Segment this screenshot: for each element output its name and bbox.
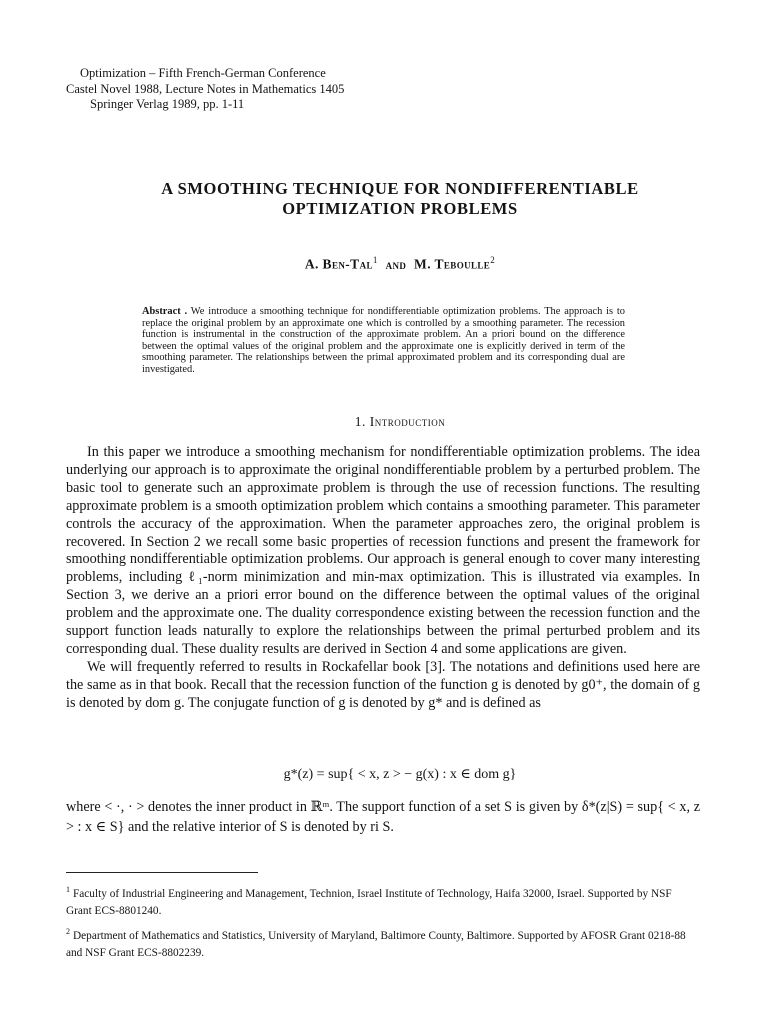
- conjugate-formula: g*(z) = sup{ < x, z > − g(x) : x ∈ dom g}: [283, 767, 517, 782]
- section-heading: 1. Introduction: [354, 414, 446, 429]
- footnote-1: [66, 881, 700, 920]
- publication-info: [66, 66, 344, 113]
- footnote-1-mark: 1: [66, 885, 70, 894]
- publication-line-3: Springer Verlag 1989, pp. 1-11: [90, 97, 245, 111]
- author-1-footnote-mark: 1: [372, 255, 378, 265]
- abstract: [142, 306, 625, 376]
- author-line: [80, 255, 720, 273]
- footnote-2-text: Department of Mathematics and Statistics, University of Maryland, Baltimore County, Baltimore. Supported by AFOSR Grant 0218-88 and NSF Grant ECS-8802239.: [66, 929, 686, 960]
- introduction-body: [66, 444, 700, 713]
- footnotes: [66, 881, 700, 965]
- publication-line-2: Castel Novel 1988, Lecture Notes in Mathematics 1405: [66, 81, 345, 96]
- paper-title: [80, 179, 720, 219]
- paragraph-1: In this paper we introduce a smoothing mechanism for nondifferentiable optimization problems. The idea underlying our approach is to approximate the original nondifferentiable problem by a perturbed problem. The basic tool to generate such an approximate problem is through the use of recession functions. The resulting approximate problem is a smooth optimization problem which contains a smoothing parameter. This parameter controls the accuracy of the approximation. When the parameter approaches zero, the original problem is recovered. In Section 2 we recall some basic properties of recession functions and present the framework for smoothing nondifferentiable optimization problems. Our approach is general enough to cover many interesting problems, including ℓ₁-norm minimization and min-max optimization. This is illustrated via examples. In Section 3, we derive an a priori error bound on the difference between the optimal values of the original problem and the approximate one. The duality correspondence existing between the recession function and the support function leads naturally to explore the relationships between the primal perturbed problem and its corresponding dual. These duality results are derived in Section 4 and some applications are given.: [66, 444, 700, 657]
- paragraph-2: We will frequently referred to results in Rockafellar book [3]. The notations and definitions used here are the same as in that book. Recall that the recession function of the function g is denoted by g0⁺, the domain of g is denoted by dom g. The conjugate function of g is denoted by g* and is defined as: [66, 658, 700, 711]
- abstract-label: Abstract .: [142, 306, 188, 317]
- title-line-2: OPTIMIZATION PROBLEMS: [282, 199, 518, 218]
- author-2-footnote-mark: 2: [490, 255, 496, 265]
- footnote-1-text: Faculty of Industrial Engineering and Management, Technion, Israel Institute of Technology, Haifa 32000, Israel. Supported by NSF Grant ECS-8801240.: [66, 887, 672, 917]
- abstract-text: We introduce a smoothing technique for nondifferentiable optimization problems. The approach is to replace the original problem by an approximate one which is controlled by a smoothing parameter. The recession function is instrumental in the construction of the approximate problem. An a priori bound on the difference between the optimal values of the original problem and the approximate one is explicitly derived in term of the smoothing parameter. The relationships between the primal approximated problem and its corresponding dual are investigated.: [142, 306, 625, 375]
- author-2-name: M. Teboulle: [414, 256, 491, 272]
- footnote-divider: [66, 872, 258, 873]
- author-1-name: A. Ben-Tal: [304, 256, 373, 272]
- author-conjunction: and: [385, 256, 407, 272]
- publication-line-1: Optimization – Fifth French-German Conference: [80, 66, 326, 80]
- title-line-1: A SMOOTHING TECHNIQUE FOR NONDIFFERENTIABLE: [161, 179, 639, 198]
- footnote-2-mark: 2: [66, 927, 70, 937]
- paragraph-3: where < ·, · > denotes the inner product in ℝᵐ. The support function of a set S is given by δ*(z|S) = sup{ < x, z > : x ∈ S} and the relative interior of S is denoted by ri S.: [66, 799, 700, 835]
- footnote-2: [66, 923, 700, 962]
